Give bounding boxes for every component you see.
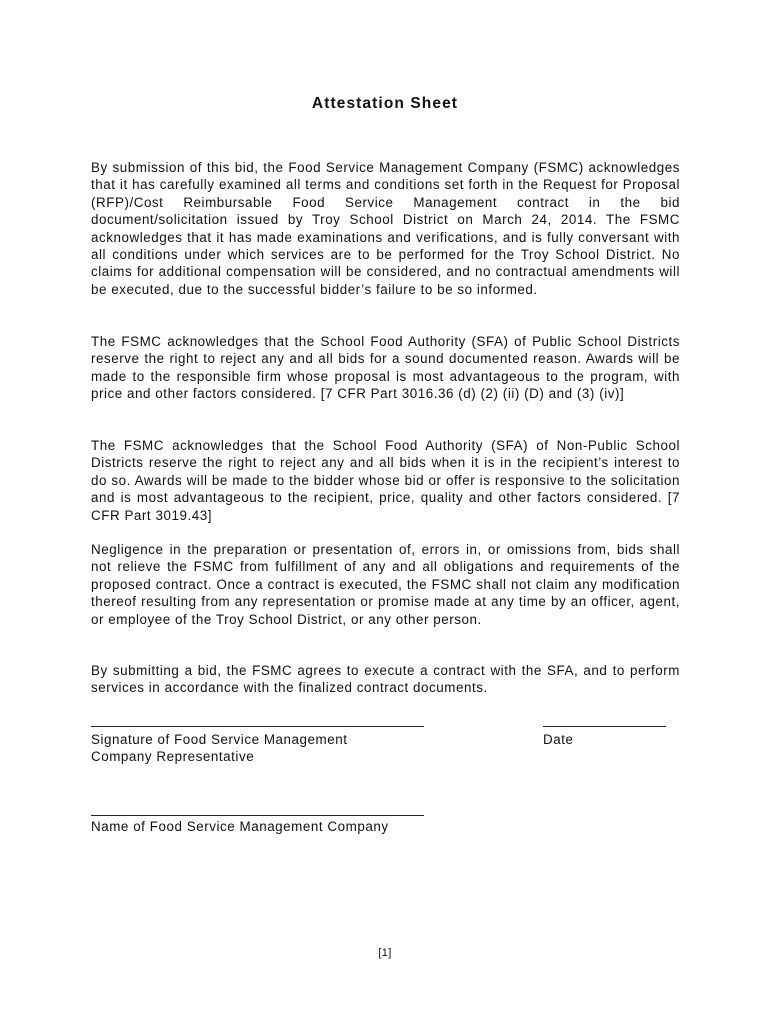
paragraph-agreement: By submitting a bid, the FSMC agrees to execute a contract with the SFA, and to perform services in accordance with the finalized contract documents. (91, 663, 680, 696)
date-line (543, 726, 666, 727)
date-label: Date (543, 732, 574, 747)
company-name-line (91, 815, 424, 816)
signature-label-line2: Company Representative (91, 749, 255, 764)
page-number: [1] (378, 947, 392, 959)
paragraph-public-school-districts: The FSMC acknowledges that the School Food Authority (SFA) of Public School Districts reserve the right to reject any and all bids for a sound documented reason. Awards will be made to the responsible firm whose proposal is most advantageous to the program, with price and other factors considered. [7 CFR Part 3016.36 (d) (2) (ii) (D) and (3) (iv)] (91, 334, 680, 402)
signature-line (91, 726, 424, 727)
paragraph-negligence: Negligence in the preparation or presentation of, errors in, or omissions from, bids shall not relieve the FSMC from fulfillment of any and all obligations and requirements of the proposed contract. Once a contract is executed, the FSMC shall not claim any modification thereof resulting from any representation or promise made at any time by an officer, agent, or employee of the Troy School District, or any other person. (91, 542, 680, 627)
document-title: Attestation Sheet (311, 95, 459, 112)
paragraph-submission-acknowledgement: By submission of this bid, the Food Service Management Company (FSMC) acknowledges that it has carefully examined all terms and conditions set forth in the Request for Proposal (RFP)/Cost Reimbursable Food Service Management contract in the bid document/solicitation issued by Troy School District on March 24, 2014. The FSMC acknowledges that it has made examinations and verifications, and is fully conversant with all conditions under which services are to be performed for the Troy School District. No claims for additional compensation will be considered, and no contractual amendments will be executed, due to the successful bidder’s failure to be so informed. (91, 160, 680, 297)
signature-label-line1: Signature of Food Service Management (91, 732, 348, 747)
company-name-label: Name of Food Service Management Company (91, 819, 389, 834)
paragraph-non-public-school-districts: The FSMC acknowledges that the School Food Authority (SFA) of Non-Public School Districts reserve the right to reject any and all bids when it is in the recipient’s interest to do so. Awards will be made to the bidder whose bid or offer is responsive to the solicitation and is most advantageous to the recipient, price, quality and other factors considered. [7 CFR Part 3019.43] (91, 438, 680, 523)
